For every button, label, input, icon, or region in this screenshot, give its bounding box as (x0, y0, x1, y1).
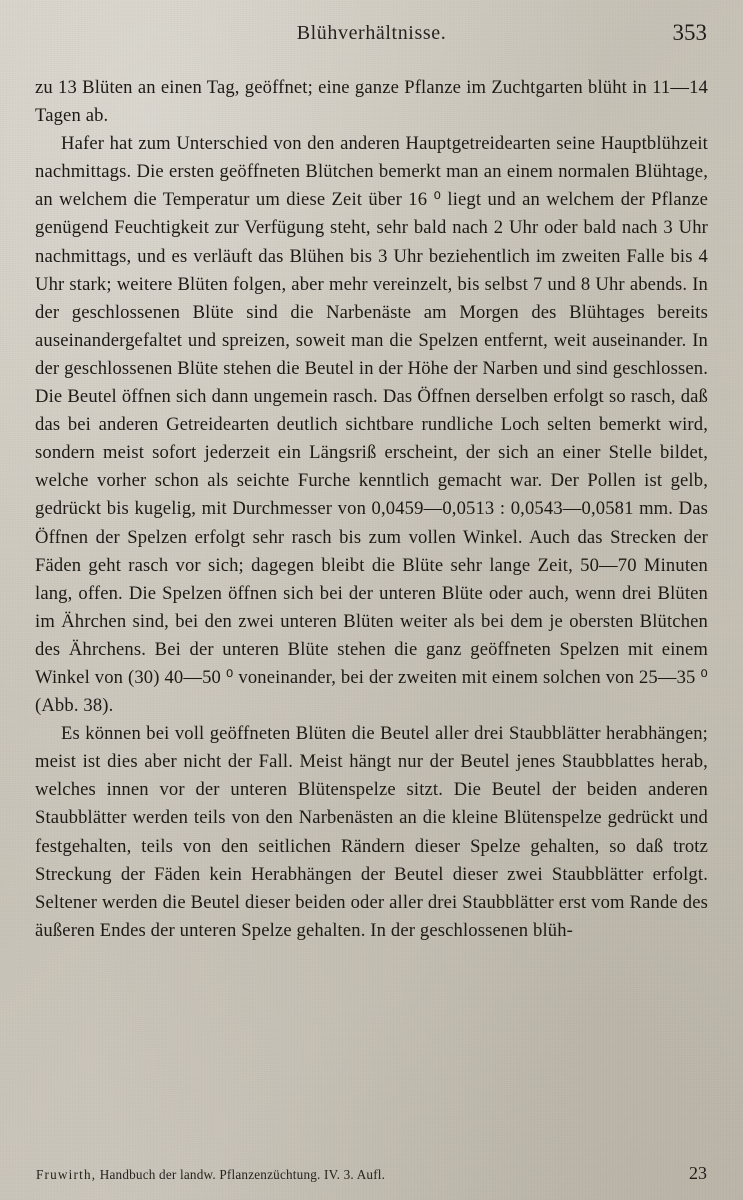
signature-title: Handbuch der landw. Pflanzenzüchtung. IV. 3. Aufl. (99, 1167, 386, 1182)
page-body (28, 74, 715, 945)
signature-author: Fruwirth, (36, 1167, 97, 1182)
running-title: Blühverhältnisse. (296, 22, 447, 44)
page-number: 353 (672, 20, 707, 45)
paragraph-3: Es können bei voll geöffneten Blüten die Beutel aller drei Staubblätter herabhängen; meist ist dies aber nicht der Fall. Meist hängt nur der Beutel jenes Staubblattes herab, welches innen vor der unteren Blütenspelze sitzt. Die Beutel der beiden anderen Staubblätter werden teils von den Narbenästen an die kleine Blütenspelze gedrückt und festgehalten, teils von den seitlichen Rändern dieser Spelze gehalten, so daß trotz Streckung der Fäden kein Herabhängen der Beutel dieser zwei Staubblätter erfolgt. Seltener werden die Beutel dieser beiden oder aller drei Staubblätter erst vom Rande des äußeren Endes der unteren Spelze gehalten. In der geschlossenen blüh- (35, 723, 708, 941)
page-footer (36, 1163, 713, 1184)
signature-line (36, 1167, 385, 1183)
paragraph-1: zu 13 Blüten an einen Tag, geöffnet; eine ganze Pflanze im Zuchtgarten blüht in 11—14 Tagen ab. (35, 77, 708, 127)
sheet-signature-number: 23 (689, 1163, 707, 1183)
paragraph-2: Hafer hat zum Unterschied von den anderen Hauptgetreidearten seine Hauptblühzeit nachmittags. Die ersten geöffneten Blütchen bemerkt man an einem normalen Blühtage, an welchem die Temperatur um diese Zeit über 16 ⁰ liegt und an welchem der Pflanze genügend Feuchtigkeit zur Verfügung steht, sehr bald nach 2 Uhr oder bald nach 3 Uhr nachmittags, und es verläuft das Blühen bis 3 Uhr beziehentlich im zweiten Falle bis 4 Uhr stark; weitere Blüten folgen, aber mehr vereinzelt, bis selbst 7 und 8 Uhr abends. In der geschlossenen Blüte sind die Narbenäste am Morgen des Blühtages bereits auseinandergefaltet und spreizen, soweit man die Spelzen entfernt, weit auseinander. In der geschlossenen Blüte stehen die Beutel in der Höhe der Narben und sind geschlossen. Die Beutel öffnen sich dann ungemein rasch. Das Öffnen derselben erfolgt so rasch, daß das bei anderen Getreidearten deutlich sichtbare rundliche Loch selten bemerkt wird, sondern meist sofort jederzeit ein Längsriß erscheint, der sich an einer Stelle bildet, welche vorher schon als seichte Furche kenntlich gemacht war. Der Pollen ist gelb, gedrückt bis kugelig, mit Durchmesser von 0,0459—0,0513 : 0,0543—0,0581 mm. Das Öffnen der Spelzen erfolgt sehr rasch bis zum vollen Winkel. Auch das Strecken der Fäden geht rasch vor sich; dagegen bleibt die Blüte sehr lange Zeit, 50—70 Minuten lang, offen. Die Spelzen öffnen sich bei der unteren Blüte oder auch, wenn drei Blüten im Ährchen sind, bei den zwei unteren Blüten weiter als bei dem je obersten Blütchen des Ährchens. Bei der unteren Blüte stehen die ganz geöffneten Spelzen mit einem Winkel von (30) 40—50 ⁰ voneinander, bei der zweiten mit einem solchen von 25—35 ⁰ (Abb. 38). (35, 133, 708, 717)
page-header (28, 0, 715, 56)
